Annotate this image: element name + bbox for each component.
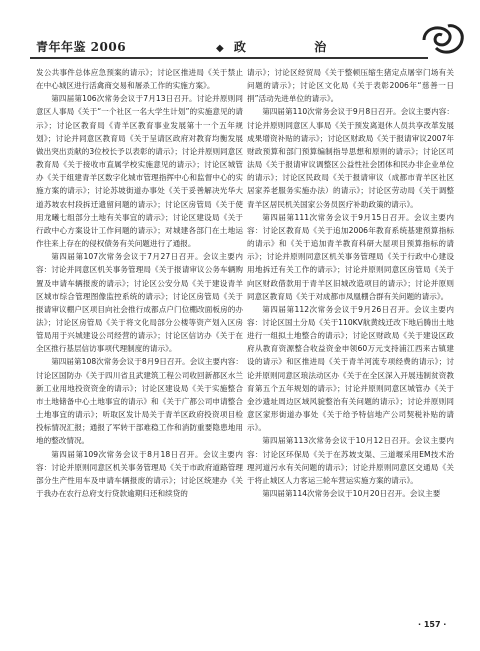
right-column xyxy=(247,66,454,500)
paragraph: 请示》；讨论区经贸局《关于整顿压缩生猪定点屠宰门场有关问题的请示》；讨论区文化局《关于表彰2006年“慈善一日捐”活动先进单位的请示》。 xyxy=(247,68,454,104)
paragraph: 第四届第107次常务会议于7月27日召开。会议主要内容：讨论并同意区机关事务管理局《关于报请审议公务车辆购置及申请车辆报废的请示》；讨论区公安分局《关于建设青羊区城市综合管理图像监控系统的请示》；讨论区房管局《关于报请审议棚户区项目向社会推行成都点户门位棚改面板房的办法》；讨论区房管局《关于将文化局部分公楼等资产划入区房管局用于兴城建设公司经营的请示》；讨论区信访办《关于在全区推行基层信访事项代理制度的请示》。 xyxy=(36,252,243,354)
paragraph: 第四届第113次常务会议于10月12日召开。会议主要内容：讨论区环保局《关于在苏坡支渠、三道堰采用EM技术治理河道污水有关问题的请示》；讨论并原则同意区交通局《关于将止城区人力客运三轮车营运实施方案的请示》。 xyxy=(247,436,454,485)
yearbook-title: 青年年鉴 2006 xyxy=(36,40,127,54)
paragraph: 发公共事件总体应急预案的请示》；讨论区推进局《关于禁止在中心城区进行活禽商交易和屠杀工作的实施方案》。 xyxy=(36,68,243,91)
section-title-right: 治 xyxy=(314,40,327,54)
paragraph: 第四届第111次常务会议于9月15日召开。会议主要内容：讨论区教育局《关于追加2006年教育系统基建预算指标的请示》和《关于追加青羊教育科研大屋项目预算指标的请示》；讨论并原则同意区机关事务管理局《关于行政中心建设用地拆迁有关工作的请示》；讨论并原则同意区房管局《关于向区财政借款用于青羊区旧城改造项目的请示》；讨论并原则同意区教育局《关于对成都市凤凰棚合群有关问题的请示》。 xyxy=(247,212,454,301)
paragraph: 第四届第114次常务会议于10月20日召开。会议主要 xyxy=(262,489,441,498)
section-title xyxy=(210,38,326,55)
paragraph: 第四届第106次常务会议于7月13日召开。讨论并原则同意区人事局《关于“一个社区一名大学生计划”的实施意见的请示》；讨论区教育局《青羊区教育事业发展第十一个五年规划》；讨论并同意区教育局《关于呈请区政府对教育均衡发展做出突出贡献的3位校长予以表彰的请示》；讨论并原则同意区教育局《关于接收市直属学校实施意见的请示》；讨论区城管办《关于组建青羊区数字化城市管理指挥中心和监督中心的实施方案的请示》；讨论苏坡街道办事处《关于妥善解决光华大道苏坡农村段拆迁遗留问题的请示》；讨论区房管局《关于使用龙曦七组部分土地有关事宜的请示》；讨论区建设局《关于行政中心方案设计工作问题的请示》；对城建各部门在土地运作往来上存在的侵权债务有关问题进行了通报。 xyxy=(36,94,243,249)
swirl-logo-icon xyxy=(418,18,466,58)
paragraph: 第四届第112次常务会议于9月26日召开。会议主要内容：讨论区国土分局《关于110KV航黄线迁改下地后腾出土地进行一组拟土地整合的请示》；讨论区财政局《关于建设区政府从教育资源整合收益资金申领60万元支持浦江西来古镇建设的请示》和区推进局《关于青羊河流专项经费的请示》；讨论并原则同意区琅法动区办《关于在全区深入开展违制贫资教育第五个五年规划的请示》；讨论并原则同意区城管办《关于金沙遗址周边区域风貌整治有关问题的请示》；讨论并原则同意区家形街道办事处《关于给予特信地产公司契税补贴的请示》。 xyxy=(247,304,454,433)
header-rule xyxy=(30,57,428,59)
page-number: · 157 · xyxy=(418,620,447,629)
paragraph: 第四届第110次常务会议于9月8日召开。会议主要内容：讨论并原则同意区人事局《关于预发离退休人员共享改革发展成果增资补贴的请示》；讨论区财政局《关于报请审议2007年财政预算和部门预算编制指导思想和原则的请示》；讨论区司法局《关于报请审议调整区公益性社会团体和民办非企业单位的请示》；讨论区民政局《关于报请审议（成都市青羊区社区居家养老服务实施办法）的请示》；讨论区劳动局《关于调整青羊区居民机关国家公务员医疗补助政策的请示》。 xyxy=(247,107,454,209)
section-title-left: 政 xyxy=(233,40,246,54)
left-column xyxy=(36,66,243,500)
page-header xyxy=(0,0,480,62)
diamond-icon: ◆ xyxy=(216,43,224,54)
paragraph: 第四届第109次常务会议于8月18日召开。会议主要内容：讨论并原则同意区机关事务管理局《关于市政府道路管理部分生产性用车及申请车辆报废的请示》；讨论区统建办《关于我办在农行总府支行贷款逾期归还和续贷的 xyxy=(36,449,243,498)
paragraph: 第四届第108次常务会议于8月9日召开。会议主要内容：讨论区国防办《关于四川省且武建筑工程公司收回新都区水兰新工业用地投资资金的请示》；讨论区建设局《关于实施整合市土地储备中心土地事宜的请示》和《关于广都公司申请整合土地事宜的请示》；听取区发计局关于青羊区政府投资项目检投标情况汇报；通报了军转干部难稳工作和消防重要隐患地用地的整改情况。 xyxy=(36,357,243,446)
